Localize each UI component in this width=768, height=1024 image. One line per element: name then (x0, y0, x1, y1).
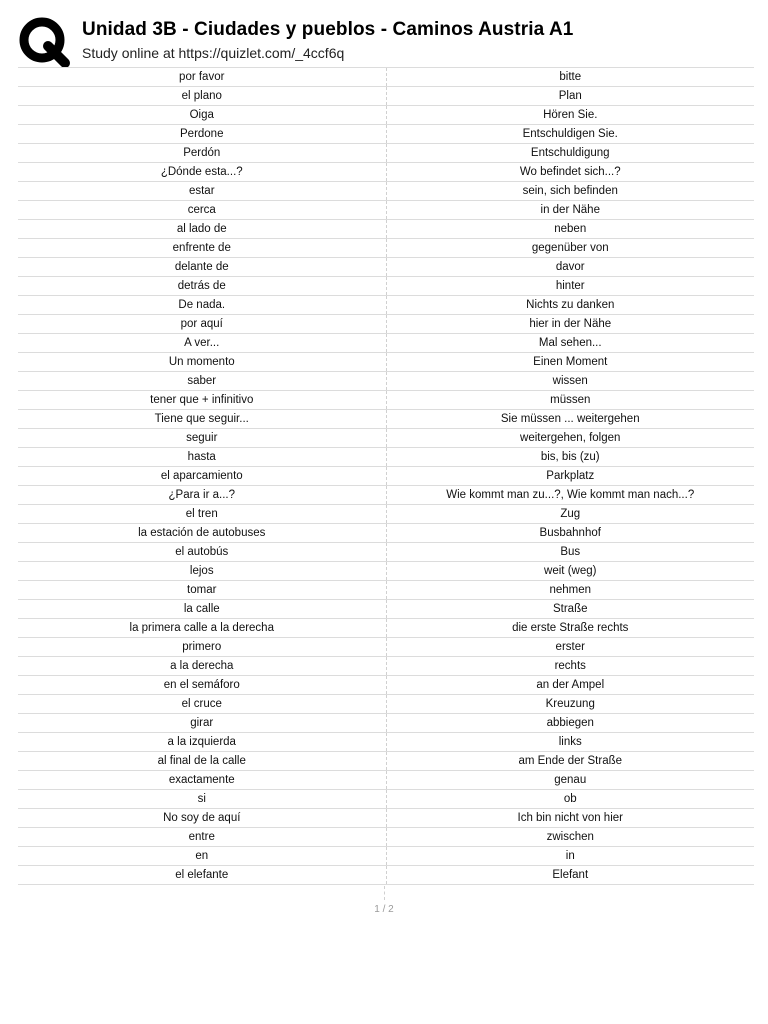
term-german: Wo befindet sich...? (519, 166, 621, 178)
term-german: bis, bis (zu) (540, 451, 600, 463)
term-spanish: la calle (18, 600, 387, 618)
terms-table (18, 67, 754, 885)
term-spanish: No soy de aquí (18, 809, 387, 827)
term-german: gegenüber von (531, 242, 609, 254)
term-german: an der Ampel (536, 679, 605, 691)
term-spanish: delante de (18, 258, 387, 276)
table-row (18, 676, 754, 695)
table-row (18, 790, 754, 809)
term-spanish: De nada. (18, 296, 387, 314)
term-spanish: al final de la calle (18, 752, 387, 770)
table-row (18, 372, 754, 391)
term-german: am Ende der Straße (518, 755, 623, 767)
table-row (18, 714, 754, 733)
table-row (18, 467, 754, 486)
term-german: in der Nähe (540, 204, 600, 216)
table-row (18, 619, 754, 638)
term-spanish: al lado de (18, 220, 387, 238)
term-german: nehmen (549, 584, 592, 596)
term-spanish: Perdón (18, 144, 387, 162)
term-spanish: ¿Dónde esta...? (18, 163, 387, 181)
page-title: Unidad 3B - Ciudades y pueblos - Caminos Austria A1 (82, 19, 574, 40)
table-row (18, 809, 754, 828)
table-row (18, 296, 754, 315)
table-row (18, 258, 754, 277)
table-row (18, 543, 754, 562)
page-number: 1 / 2 (374, 904, 394, 915)
term-spanish: detrás de (18, 277, 387, 295)
term-spanish: el plano (18, 87, 387, 105)
term-german: bitte (559, 71, 582, 83)
term-spanish: Un momento (18, 353, 387, 371)
term-german: davor (555, 261, 585, 273)
table-row (18, 657, 754, 676)
table-row (18, 448, 754, 467)
table-row (18, 486, 754, 505)
term-spanish: cerca (18, 201, 387, 219)
term-spanish: el autobús (18, 543, 387, 561)
term-german: wissen (552, 375, 588, 387)
table-row (18, 182, 754, 201)
term-german: erster (555, 641, 585, 653)
term-german: sein, sich befinden (522, 185, 618, 197)
term-german: die erste Straße rechts (512, 622, 629, 634)
column-divider (384, 886, 385, 900)
table-row (18, 391, 754, 410)
table-row (18, 315, 754, 334)
table-row (18, 239, 754, 258)
term-german: zwischen (546, 831, 594, 843)
term-spanish: estar (18, 182, 387, 200)
table-row (18, 847, 754, 866)
table-row (18, 68, 754, 87)
table-row (18, 866, 754, 885)
term-german: Kreuzung (545, 698, 595, 710)
term-spanish: a la izquierda (18, 733, 387, 751)
term-spanish: si (18, 790, 387, 808)
term-german: Straße (552, 603, 588, 615)
table-row (18, 752, 754, 771)
term-spanish: exactamente (18, 771, 387, 789)
term-german: Bus (560, 546, 581, 558)
term-german: links (558, 736, 582, 748)
term-spanish: Oiga (18, 106, 387, 124)
table-row (18, 429, 754, 448)
term-german: hier in der Nähe (529, 318, 612, 330)
term-spanish: Perdone (18, 125, 387, 143)
term-spanish: el elefante (18, 866, 387, 884)
term-spanish: por favor (18, 68, 387, 86)
table-row (18, 163, 754, 182)
term-spanish: en (18, 847, 387, 865)
term-german: Hören Sie. (543, 109, 598, 121)
term-spanish: lejos (18, 562, 387, 580)
table-row (18, 524, 754, 543)
table-row (18, 600, 754, 619)
table-row (18, 505, 754, 524)
term-german: abbiegen (546, 717, 594, 729)
term-spanish: saber (18, 372, 387, 390)
term-spanish: por aquí (18, 315, 387, 333)
term-spanish: Tiene que seguir... (18, 410, 387, 428)
term-spanish: girar (18, 714, 387, 732)
term-german: Entschuldigen Sie. (522, 128, 618, 140)
study-link[interactable]: Study online at https://quizlet.com/_4ccf6q (82, 45, 345, 61)
term-german: ob (563, 793, 577, 805)
term-german: genau (554, 774, 587, 786)
term-german: Sie müssen ... weitergehen (500, 413, 640, 425)
term-german: Parkplatz (546, 470, 595, 482)
term-german: in (565, 850, 575, 862)
term-spanish: entre (18, 828, 387, 846)
term-spanish: el aparcamiento (18, 467, 387, 485)
term-german: Plan (558, 90, 582, 102)
table-row (18, 695, 754, 714)
term-spanish: a la derecha (18, 657, 387, 675)
term-spanish: hasta (18, 448, 387, 466)
table-row (18, 201, 754, 220)
term-german: Entschuldigung (530, 147, 610, 159)
term-german: müssen (550, 394, 591, 406)
term-spanish: enfrente de (18, 239, 387, 257)
table-row (18, 87, 754, 106)
term-german: Wie kommt man zu...?, Wie kommt man nach...? (446, 489, 695, 501)
table-row (18, 771, 754, 790)
term-german: Einen Moment (533, 356, 608, 368)
table-row (18, 733, 754, 752)
term-spanish: A ver... (18, 334, 387, 352)
term-spanish: el cruce (18, 695, 387, 713)
term-german: weit (weg) (544, 565, 597, 577)
table-row (18, 828, 754, 847)
quizlet-logo-icon (18, 16, 70, 68)
table-row (18, 144, 754, 163)
table-row (18, 334, 754, 353)
table-row (18, 277, 754, 296)
term-german: neben (554, 223, 587, 235)
term-spanish: ¿Para ir a...? (18, 486, 387, 504)
term-german: Elefant (552, 869, 589, 881)
table-row (18, 562, 754, 581)
table-row (18, 638, 754, 657)
term-german: hinter (555, 280, 585, 292)
term-spanish: primero (18, 638, 387, 656)
term-spanish: tomar (18, 581, 387, 599)
term-german: Busbahnhof (539, 527, 601, 539)
term-spanish: en el semáforo (18, 676, 387, 694)
term-german: Mal sehen... (538, 337, 602, 349)
table-row (18, 410, 754, 429)
term-german: rechts (554, 660, 586, 672)
term-spanish: tener que + infinitivo (18, 391, 387, 409)
table-row (18, 353, 754, 372)
term-spanish: seguir (18, 429, 387, 447)
table-row (18, 106, 754, 125)
table-row (18, 125, 754, 144)
term-german: Nichts zu danken (526, 299, 615, 311)
term-german: weitergehen, folgen (520, 432, 621, 444)
term-german: Zug (560, 508, 581, 520)
table-row (18, 220, 754, 239)
page-header (18, 14, 758, 66)
term-spanish: el tren (18, 505, 387, 523)
term-spanish: la estación de autobuses (18, 524, 387, 542)
term-spanish: la primera calle a la derecha (18, 619, 387, 637)
term-german: Ich bin nicht von hier (517, 812, 623, 824)
table-row (18, 581, 754, 600)
